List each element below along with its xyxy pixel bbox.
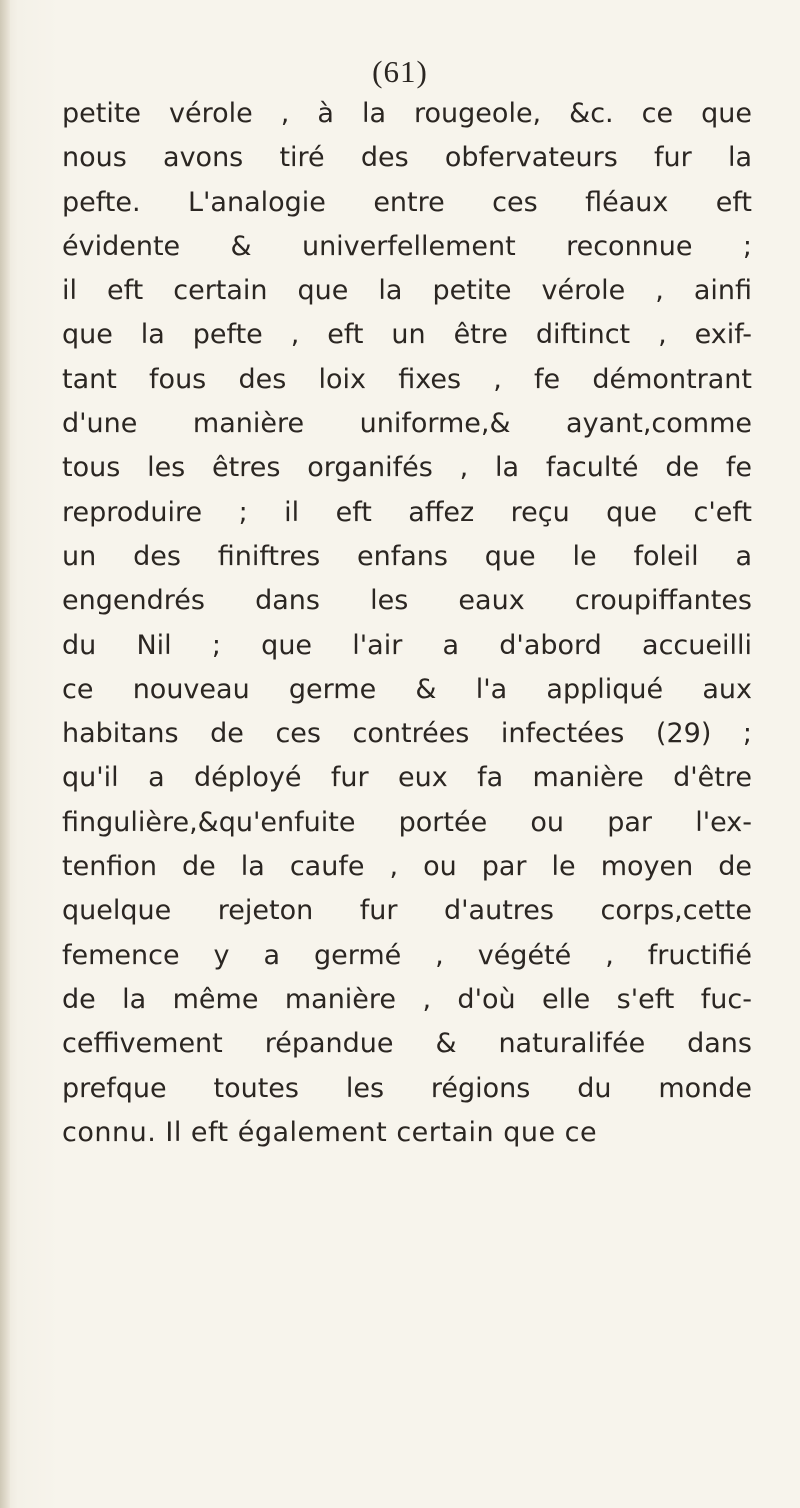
text-line: évidente & univerfellement reconnue ; xyxy=(62,230,752,262)
text-line: prefque toutes les régions du monde xyxy=(62,1072,752,1104)
text-line: ceffivement répandue & naturalifée dans xyxy=(62,1028,752,1060)
text-line: connu. Il eft également certain que ce xyxy=(62,1116,598,1148)
page-number: (61) xyxy=(372,54,428,89)
text-line: tous les êtres organifés , la faculté de fe xyxy=(62,452,752,484)
text-line: pefte. L'analogie entre ces fléaux eft xyxy=(62,186,752,218)
text-line: petite vérole , à la rougeole, &c. ce que xyxy=(62,98,752,129)
text-line: d'une manière uniforme,& ayant,comme xyxy=(62,408,752,440)
text-line: tenfion de la caufe , ou par le moyen de xyxy=(62,851,752,883)
text-line: habitans de ces contrées infectées (29) ; xyxy=(62,718,752,750)
text-line: femence y a germé , végété , fructifié xyxy=(62,939,752,971)
text-line: de la même manière , d'où elle s'eft fuc- xyxy=(62,983,752,1015)
page-binding-edge xyxy=(0,0,10,1508)
text-line: reproduire ; il eft affez reçu que c'eft xyxy=(62,496,752,528)
text-line: fingulière,&qu'enfuite portée ou par l'ex- xyxy=(62,806,752,838)
text-line: que la pefte , eft un être diftinct , exif- xyxy=(62,319,752,351)
text-line: tant fous des loix fixes , fe démontrant xyxy=(62,363,752,395)
text-line: un des finiftres enfans que le foleil a xyxy=(62,540,752,572)
text-line: engendrés dans les eaux croupiffantes xyxy=(62,585,752,617)
text-line: nous avons tiré des obfervateurs fur la xyxy=(62,142,752,174)
body-text xyxy=(62,92,752,1155)
text-line: ce nouveau germe & l'a appliqué aux xyxy=(62,673,752,705)
text-line: du Nil ; que l'air a d'abord accueilli xyxy=(62,629,752,661)
text-line: il eft certain que la petite vérole , ainfi xyxy=(62,275,752,307)
text-line: quelque rejeton fur d'autres corps,cette xyxy=(62,895,752,927)
text-line: qu'il a déployé fur eux fa manière d'être xyxy=(62,762,752,794)
